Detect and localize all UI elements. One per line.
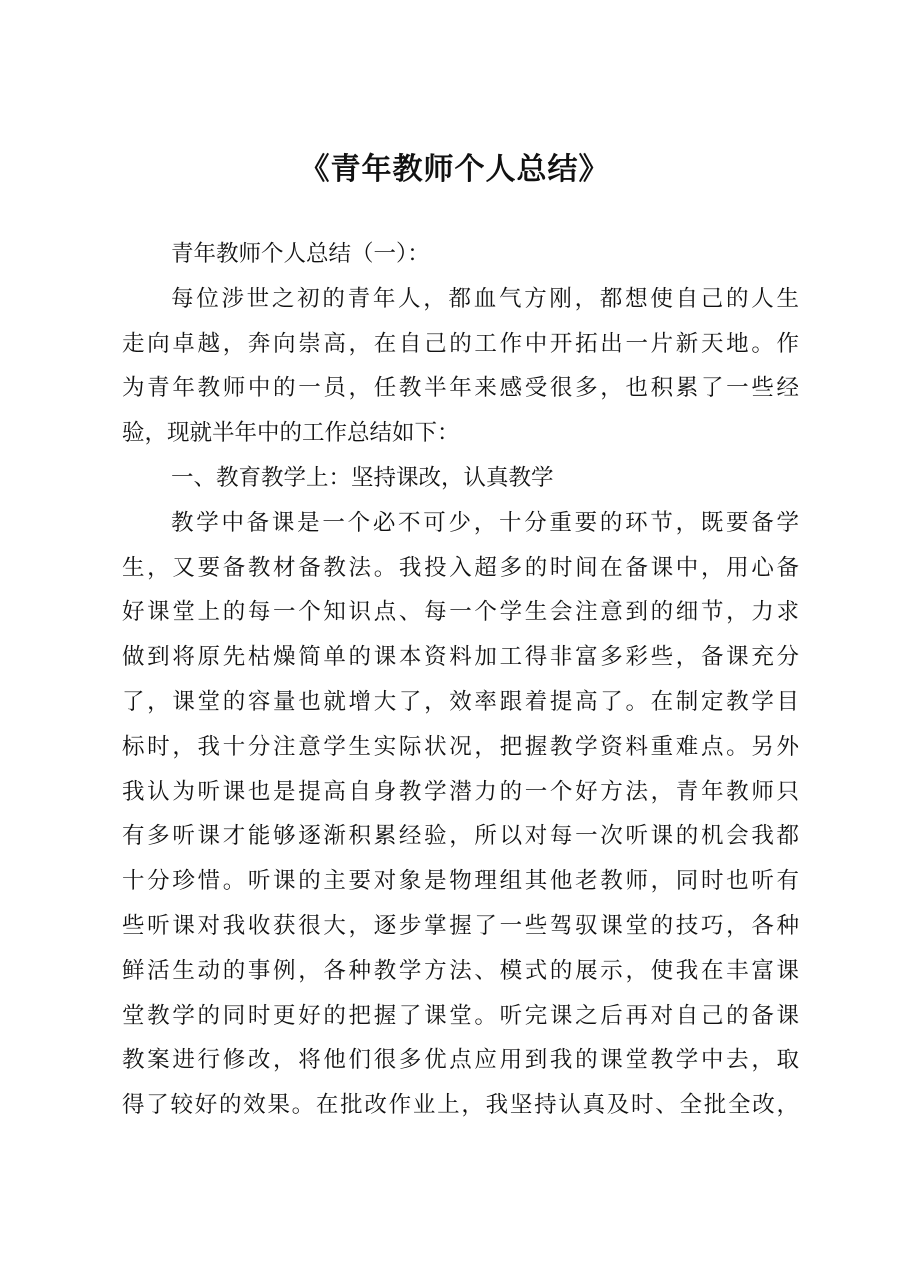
text-line: 教学中备课是一个必不可少，十分重要的环节，既要备学	[171, 509, 799, 536]
text-line: 做到将原先枯燥简单的课本资料加工得非富多彩些，备课充分	[122, 644, 799, 671]
text-line: 教案进行修改，将他们很多优点应用到我的课堂教学中去，取	[122, 1047, 799, 1074]
text-line: 为青年教师中的一员，任教半年来感受很多，也积累了一些经	[122, 375, 799, 402]
text-line: 得了较好的效果。在批改作业上，我坚持认真及时、全批全改，	[122, 1092, 799, 1119]
text-line: 青年教师个人总结（一）：	[171, 241, 430, 267]
text-line: 验，现就半年中的工作总结如下：	[122, 420, 460, 447]
text-line: 我认为听课也是提高自身教学潜力的一个好方法，青年教师只	[122, 778, 799, 805]
text-line: 十分珍惜。听课的主要对象是物理组其他老教师，同时也听有	[122, 868, 799, 895]
document-body	[122, 232, 799, 1128]
text-line: 走向卓越，奔向崇高，在自己的工作中开拓出一片新天地。作	[122, 330, 799, 357]
text-line: 好课堂上的每一个知识点、每一个学生会注意到的细节，力求	[122, 599, 799, 626]
text-line: 了，课堂的容量也就增大了，效率跟着提高了。在制定教学目	[122, 688, 799, 715]
text-line: 鲜活生动的事例，各种教学方法、模式的展示，使我在丰富课	[122, 957, 799, 984]
text-line: 生，又要备教材备教法。我投入超多的时间在备课中，用心备	[122, 554, 799, 581]
text-line: 些听课对我收获很大，逐步掌握了一些驾驭课堂的技巧，各种	[122, 912, 799, 939]
text-line: 堂教学的同时更好的把握了课堂。听完课之后再对自己的备课	[122, 1002, 799, 1029]
text-line: 每位涉世之初的青年人，都血气方刚，都想使自己的人生	[171, 285, 799, 312]
text-line: 一、教育教学上：坚持课改，认真教学	[171, 464, 554, 491]
text-line: 标时，我十分注意学生实际状况，把握教学资料重难点。另外	[122, 733, 799, 760]
document-title: 《青年教师个人总结》	[299, 152, 610, 187]
text-line: 有多听课才能够逐渐积累经验，所以对每一次听课的机会我都	[122, 823, 799, 850]
